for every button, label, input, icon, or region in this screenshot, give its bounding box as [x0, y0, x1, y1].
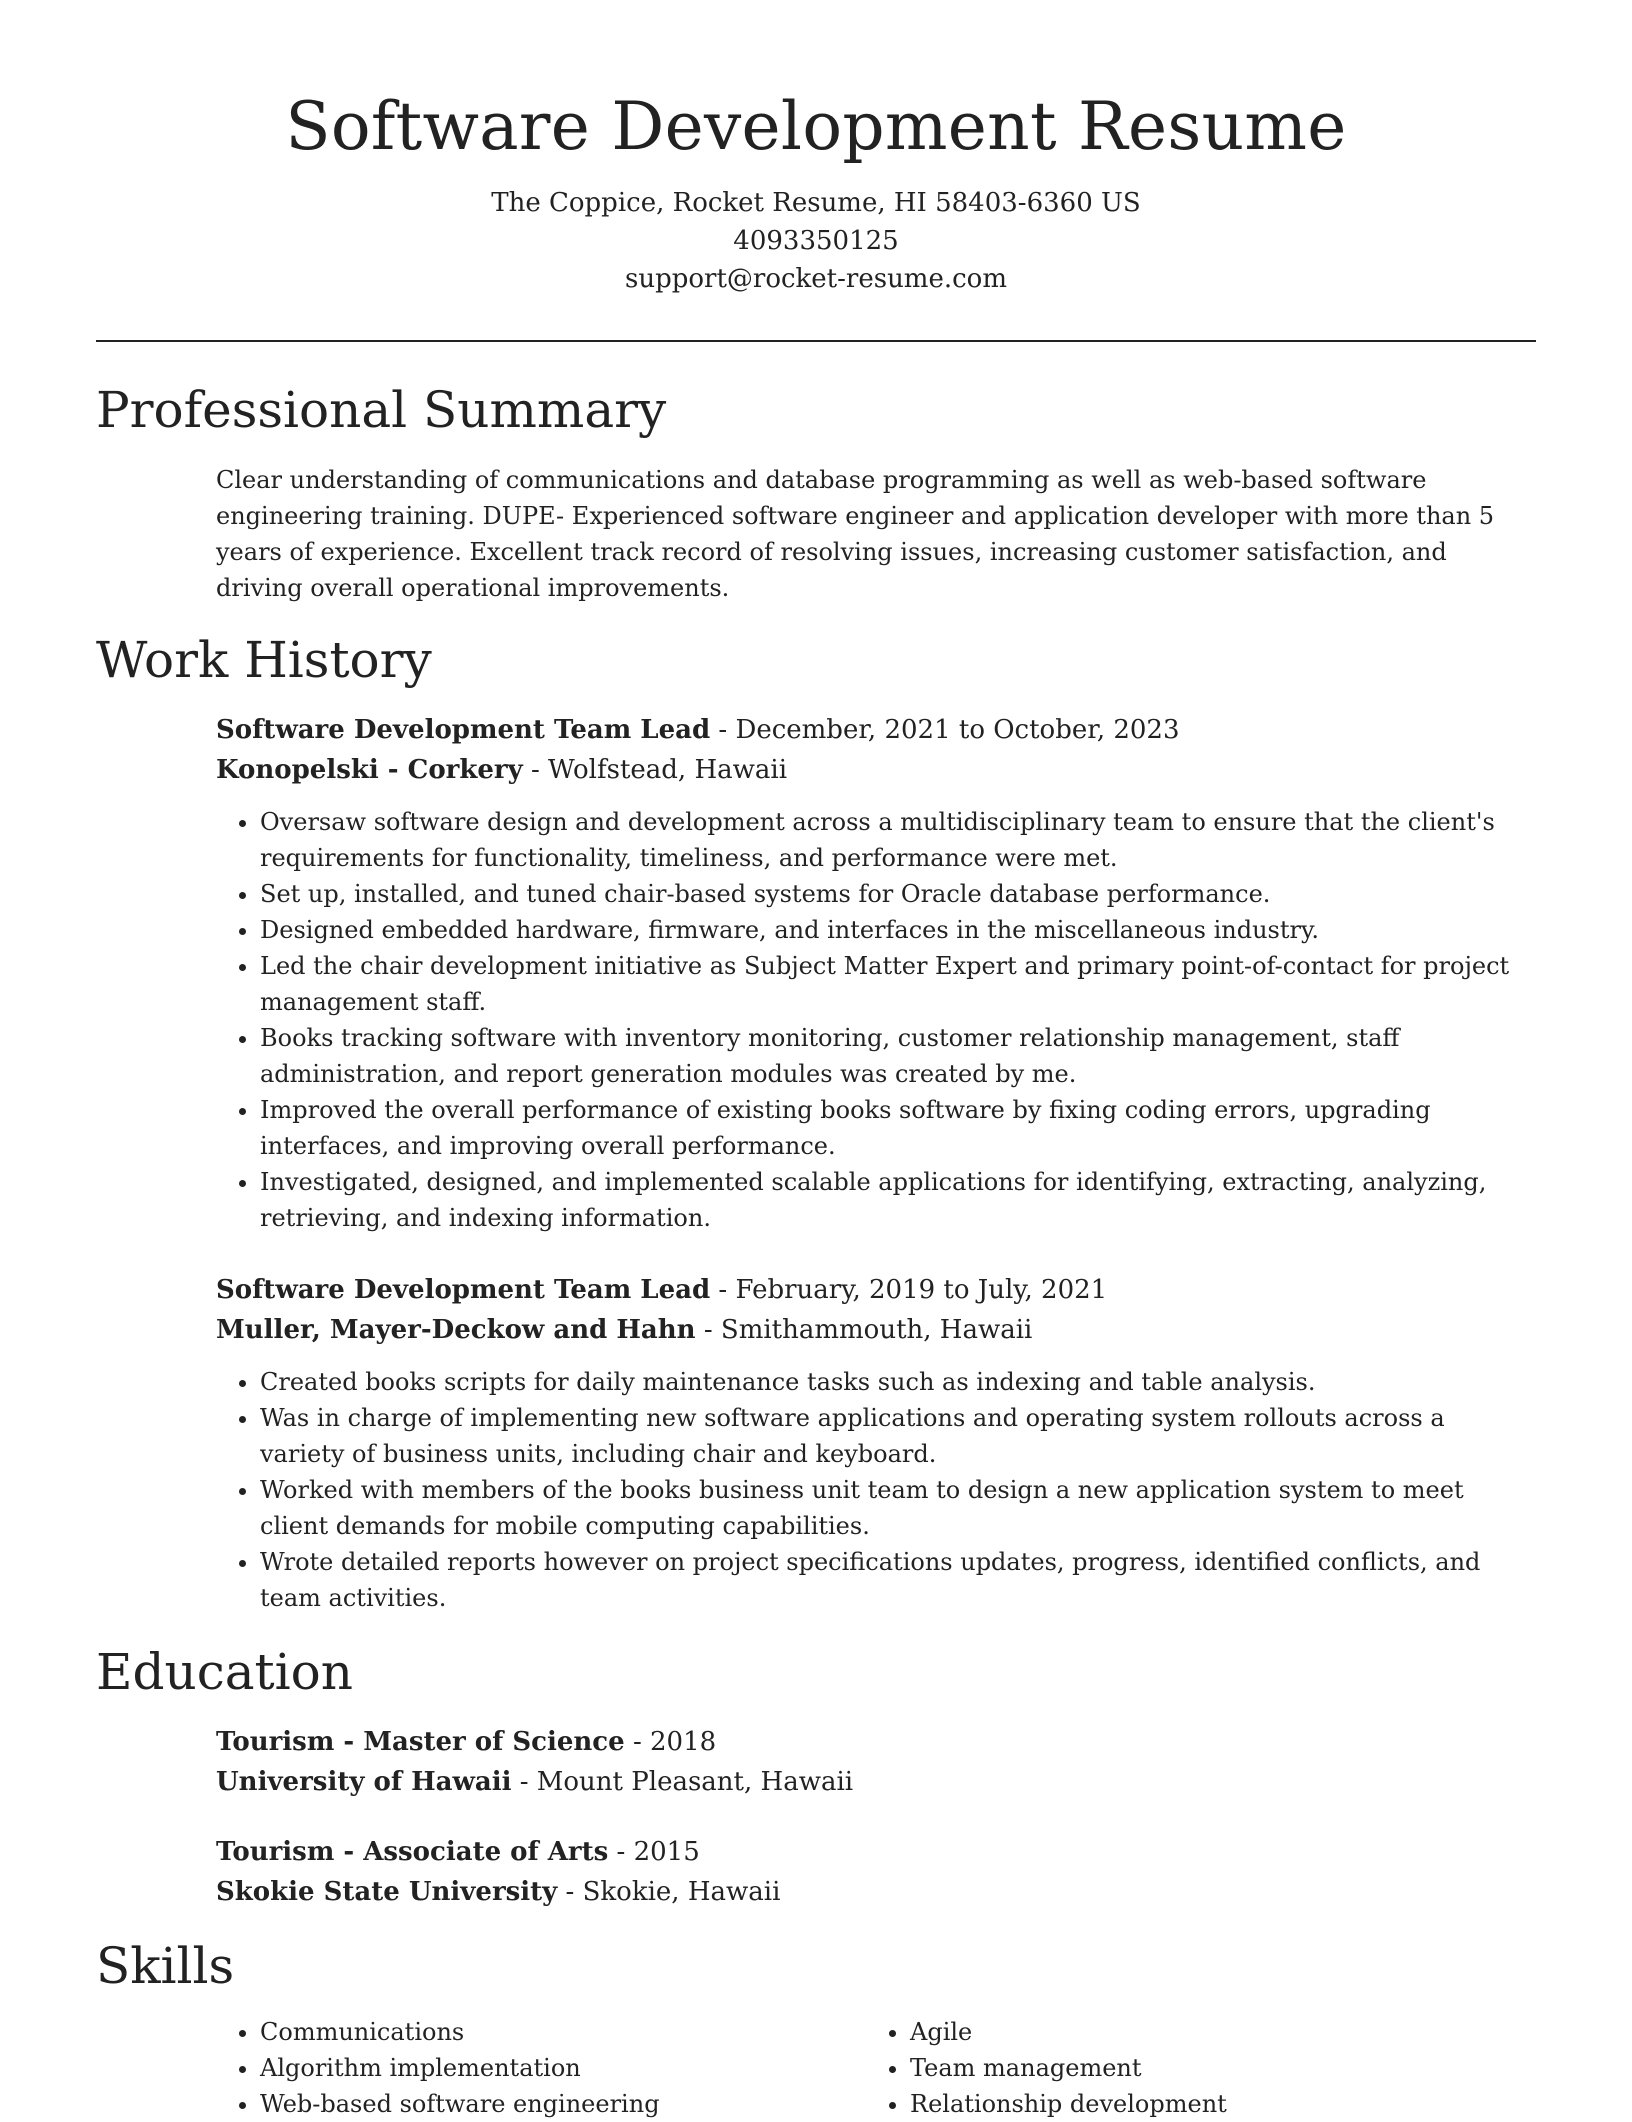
list-item: • Investigated, designed, and implemented scalable applications for identifying, extracting, analyzing, retrieving, and indexing information. — [260, 1164, 1536, 1236]
education-2-degree-line — [216, 1832, 700, 1872]
list-item: • Set up, installed, and tuned chair-based systems for Oracle database performance. — [260, 876, 1536, 912]
job-2-company: Muller, Mayer-Deckow and Hahn — [216, 1315, 696, 1345]
education-1-location: - Mount Pleasant, Hawaii — [511, 1767, 854, 1797]
list-item: • Designed embedded hardware, firmware, and interfaces in the miscellaneous industry. — [260, 912, 1536, 948]
job-2-bullets — [216, 1364, 1536, 1616]
job-1-position: Software Development Team Lead — [216, 715, 711, 745]
section-title-education: Education — [96, 1643, 353, 1701]
list-item: • Worked with members of the books business unit team to design a new application system to meet client demands for mobile computing capabilities. — [260, 1472, 1536, 1544]
list-item: • Communications — [260, 2014, 860, 2050]
education-2-year: - 2015 — [608, 1837, 700, 1867]
list-item: • Was in charge of implementing new software applications and operating system rollouts across a variety of business units, including chair and keyboard. — [260, 1400, 1536, 1472]
list-item: • Algorithm implementation — [260, 2050, 860, 2086]
section-title-summary: Professional Summary — [96, 381, 667, 439]
list-item: • Improved the overall performance of existing books software by fixing coding errors, upgrading interfaces, and improving overall performance. — [260, 1092, 1536, 1164]
contact-phone: 4093350125 — [733, 226, 899, 256]
job-1-bullets — [216, 804, 1536, 1236]
skills-list-right — [866, 2014, 1510, 2122]
job-1-location: - Wolfstead, Hawaii — [522, 755, 788, 785]
job-1-company: Konopelski - Corkery — [216, 755, 523, 785]
list-item: • Relationship development — [910, 2086, 1510, 2122]
header-divider — [96, 340, 1536, 342]
education-1-degree-line — [216, 1722, 716, 1762]
education-2-degree: Tourism - Associate of Arts — [216, 1837, 609, 1867]
education-1-school-line — [216, 1762, 853, 1802]
list-item: • Web-based software engineering — [260, 2086, 860, 2122]
resume-header — [0, 0, 1632, 298]
summary-text: Clear understanding of communications and database programming as well as web-based software engineering training. DUPE- Experienced software engineer and application developer with more than 5 years of experience. Excellent track record of resolving issues, increasing customer satisfaction, and driving overall operational improvements. — [216, 466, 1495, 602]
education-1-school: University of Hawaii — [216, 1767, 512, 1797]
list-item: • Led the chair development initiative as Subject Matter Expert and primary point-of-contact for project management staff. — [260, 948, 1536, 1020]
job-1-title-line — [216, 710, 1180, 750]
job-2-company-line — [216, 1310, 1032, 1350]
list-item: • Books tracking software with inventory monitoring, customer relationship management, staff administration, and report generation modules was created by me. — [260, 1020, 1536, 1092]
list-item: • Oversaw software design and development across a multidisciplinary team to ensure that the client's requirements for functionality, timeliness, and performance were met. — [260, 804, 1536, 876]
contact-block — [0, 184, 1632, 298]
job-1-company-line — [216, 750, 787, 790]
education-1-year: - 2018 — [624, 1727, 717, 1757]
list-item: • Created books scripts for daily maintenance tasks such as indexing and table analysis. — [260, 1364, 1536, 1400]
contact-address: The Coppice, Rocket Resume, HI 58403-6360 US — [491, 188, 1141, 218]
list-item: • Team management — [910, 2050, 1510, 2086]
job-1-dates: - December, 2021 to October, 2023 — [710, 715, 1180, 745]
job-2-dates: - February, 2019 to July, 2021 — [710, 1275, 1108, 1305]
job-2-position: Software Development Team Lead — [216, 1275, 711, 1305]
list-item: • Agile — [910, 2014, 1510, 2050]
job-2-title-line — [216, 1270, 1107, 1310]
section-title-skills: Skills — [96, 1937, 235, 1995]
education-2-location: - Skokie, Hawaii — [557, 1877, 781, 1907]
skills-list-left — [216, 2014, 860, 2122]
education-1-degree: Tourism - Master of Science — [216, 1727, 625, 1757]
education-2-school: Skokie State University — [216, 1877, 558, 1907]
contact-email: support@rocket-resume.com — [624, 264, 1007, 294]
section-title-work: Work History — [96, 631, 432, 689]
list-item: • Wrote detailed reports however on project specifications updates, progress, identified conflicts, and team activities. — [260, 1544, 1536, 1616]
resume-title: Software Development Resume — [285, 88, 1347, 165]
education-2-school-line — [216, 1872, 780, 1912]
job-2-location: - Smithammouth, Hawaii — [695, 1315, 1033, 1345]
